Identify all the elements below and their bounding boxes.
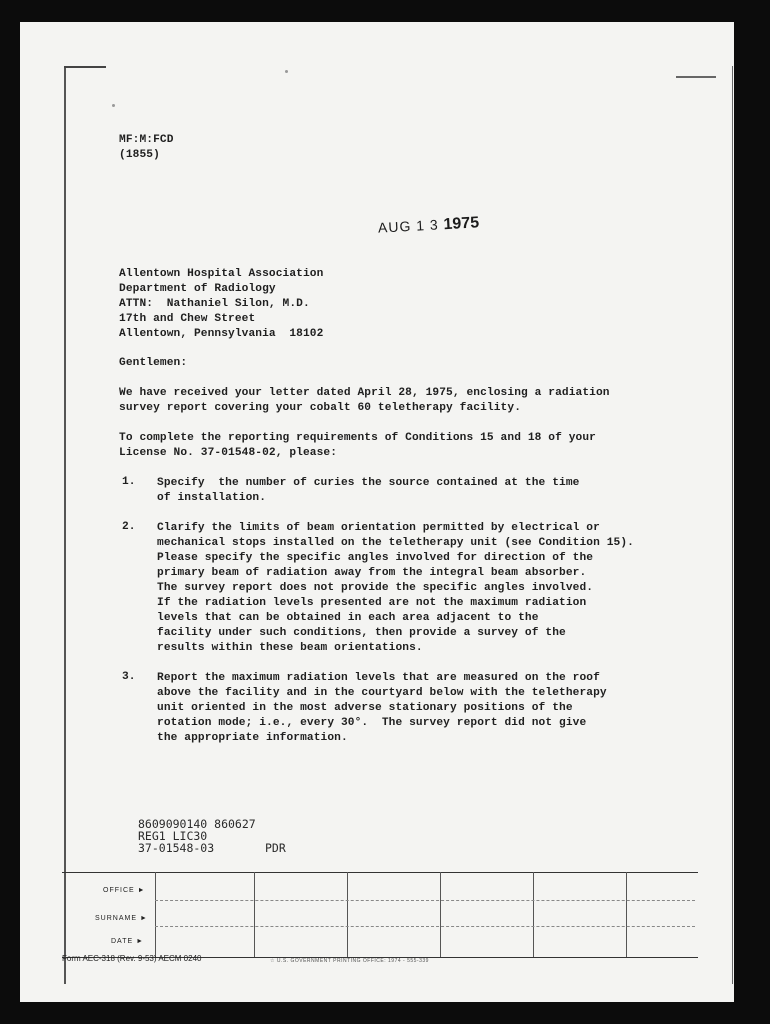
item-line: primary beam of radiation away from the integral beam absorber.: [157, 567, 587, 579]
form-row-divider: [155, 926, 695, 927]
paragraph-line: To complete the reporting requirements of Conditions 15 and 18 of your: [119, 432, 596, 444]
corner-mark: [64, 66, 106, 68]
address-line: Allentown Hospital Association: [119, 268, 324, 280]
docket-pdr: PDR: [265, 841, 286, 855]
item-line: above the facility and in the courtyard below with the teletherapy: [157, 687, 607, 699]
item-number: 2.: [122, 521, 136, 533]
printing-office-note: ☆ U.S. GOVERNMENT PRINTING OFFICE: 1974 - 555-339: [270, 958, 429, 964]
item-line: levels that can be obtained in each area adjacent to the: [157, 612, 539, 624]
item-line: Report the maximum radiation levels that are measured on the roof: [157, 672, 600, 684]
date-label: DATE ►: [111, 938, 145, 945]
form-column-divider: [347, 872, 348, 957]
form-row-divider: [155, 900, 695, 901]
item-line: mechanical stops installed on the teletherapy unit (see Condition 15).: [157, 537, 634, 549]
item-line: the appropriate information.: [157, 732, 348, 744]
item-line: The survey report does not provide the specific angles involved.: [157, 582, 594, 594]
paragraph-line: We have received your letter dated April 28, 1975, enclosing a radiation: [119, 387, 610, 399]
form-number: Form AEC-318 (Rev. 9-53) AECM 0240: [62, 954, 202, 963]
salutation: Gentlemen:: [119, 357, 188, 369]
form-column-divider: [254, 872, 255, 957]
item-line: Specify the number of curies the source contained at the time: [157, 477, 580, 489]
docket-number: 8609090140 860627: [138, 817, 256, 831]
item-line: facility under such conditions, then provide a survey of the: [157, 627, 566, 639]
scan-speck: [285, 70, 288, 73]
item-line: rotation mode; i.e., every 30°. The survey report did not give: [157, 717, 587, 729]
docket-license: 37-01548-03: [138, 841, 215, 855]
address-line: Allentown, Pennsylvania 18102: [119, 328, 324, 340]
corner-mark: [676, 76, 716, 78]
address-line: Department of Radiology: [119, 283, 276, 295]
item-line: Clarify the limits of beam orientation permitted by electrical or: [157, 522, 600, 534]
paragraph-line: License No. 37-01548-02, please:: [119, 447, 338, 459]
scan-speck: [112, 104, 115, 107]
item-number: 3.: [122, 671, 136, 683]
address-line: ATTN: Nathaniel Silon, M.D.: [119, 298, 310, 310]
routing-initials: MF:M:FCD: [119, 134, 174, 146]
item-line: Please specify the specific angles involved for direction of the: [157, 552, 594, 564]
item-line: results within these beam orientations.: [157, 642, 423, 654]
form-column-divider: [626, 872, 627, 957]
file-code: (1855): [119, 149, 160, 161]
form-column-divider: [533, 872, 534, 957]
item-number: 1.: [122, 476, 136, 488]
docket-region: REG1 LIC30: [138, 829, 208, 843]
paragraph-line: survey report covering your cobalt 60 teletherapy facility.: [119, 402, 522, 414]
document-page: [20, 22, 734, 1002]
item-line: unit oriented in the most adverse stationary positions of the: [157, 702, 573, 714]
form-column-divider: [155, 872, 156, 957]
item-line: If the radiation levels presented are not the maximum radiation: [157, 597, 587, 609]
surname-label: SURNAME ►: [95, 915, 148, 922]
address-line: 17th and Chew Street: [119, 313, 256, 325]
item-line: of installation.: [157, 492, 267, 504]
form-grid-top: [62, 872, 698, 873]
office-label: OFFICE ►: [103, 887, 146, 894]
form-column-divider: [440, 872, 441, 957]
date-stamp-day: AUG 1 3: [377, 216, 440, 236]
date-stamp-year: 1975: [443, 214, 480, 234]
